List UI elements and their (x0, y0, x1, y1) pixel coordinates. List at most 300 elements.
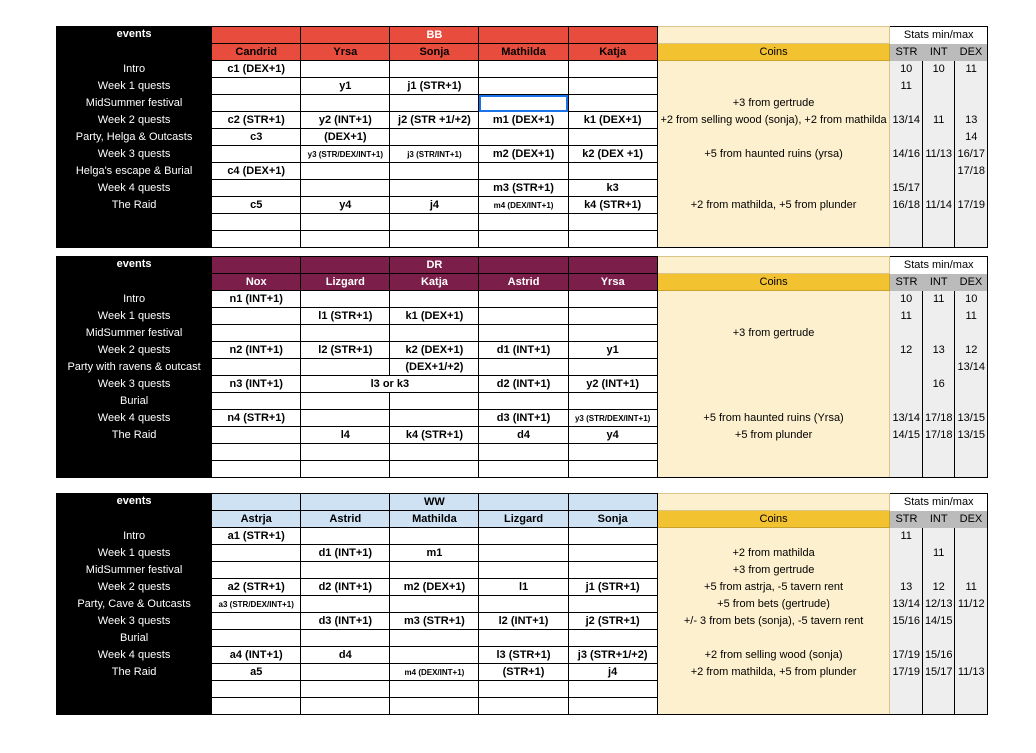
cell-mathilda[interactable]: m3 (STR+1) (479, 180, 568, 197)
stat-str[interactable] (890, 630, 923, 647)
stat-dex[interactable] (955, 214, 988, 231)
coins-cell[interactable] (657, 214, 890, 231)
stat-str[interactable]: 14/16 (890, 146, 923, 163)
player-header-candrid[interactable]: Candrid (212, 44, 301, 61)
cell-candrid[interactable] (212, 146, 301, 163)
selected-cell[interactable] (479, 95, 568, 112)
cell-astrja[interactable]: a5 (212, 664, 301, 681)
stats-col-dex[interactable]: DEX (955, 274, 988, 291)
stat-dex[interactable]: 11/12 (955, 596, 988, 613)
coins-cell[interactable] (657, 291, 890, 308)
cell-nox[interactable] (212, 308, 301, 325)
events-header[interactable]: events (57, 494, 212, 528)
coins-cell[interactable] (657, 376, 890, 393)
stat-str[interactable]: 12 (890, 342, 923, 359)
stat-dex[interactable]: 13/14 (955, 359, 988, 376)
stat-int[interactable] (922, 308, 955, 325)
cell-yrsa[interactable] (568, 325, 657, 342)
event-label[interactable]: Week 3 quests (57, 376, 212, 393)
cell-sonja[interactable] (568, 681, 657, 698)
cell-lizgard[interactable]: l3 (STR+1) (479, 647, 568, 664)
event-label[interactable] (57, 461, 212, 478)
stat-int[interactable] (922, 444, 955, 461)
cell-astrja[interactable] (212, 613, 301, 630)
event-label[interactable]: Burial (57, 630, 212, 647)
stat-str[interactable]: 13/14 (890, 596, 923, 613)
group-header-cell[interactable] (301, 27, 390, 44)
stat-dex[interactable]: 12 (955, 342, 988, 359)
cell-astrid[interactable]: d2 (INT+1) (479, 376, 568, 393)
cell-mathilda[interactable] (479, 163, 568, 180)
cell-katja[interactable]: k4 (STR+1) (390, 427, 479, 444)
stat-dex[interactable]: 14 (955, 129, 988, 146)
cell-yrsa[interactable]: y3 (STR/DEX/INT+1) (568, 410, 657, 427)
stat-int[interactable]: 11/13 (922, 146, 955, 163)
event-label[interactable]: The Raid (57, 664, 212, 681)
stat-str[interactable] (890, 698, 923, 715)
stat-str[interactable] (890, 444, 923, 461)
coins-header[interactable]: Coins (657, 511, 890, 528)
stats-header[interactable]: Stats min/max (890, 27, 988, 44)
stat-int[interactable]: 15/16 (922, 647, 955, 664)
cell-sonja[interactable]: j2 (STR +1/+2) (390, 112, 479, 129)
stat-int[interactable] (922, 180, 955, 197)
stat-dex[interactable]: 11 (955, 579, 988, 596)
event-label[interactable]: Week 4 quests (57, 410, 212, 427)
stat-int[interactable]: 13 (922, 342, 955, 359)
stat-int[interactable]: 14/15 (922, 613, 955, 630)
coins-header[interactable]: Coins (657, 274, 890, 291)
stat-int[interactable] (922, 129, 955, 146)
stat-int[interactable] (922, 231, 955, 248)
cell-katja[interactable] (390, 325, 479, 342)
cell-nox[interactable] (212, 427, 301, 444)
player-header-mathilda[interactable]: Mathilda (390, 511, 479, 528)
cell-lizgard[interactable] (301, 325, 390, 342)
event-label[interactable]: The Raid (57, 427, 212, 444)
coins-cell[interactable]: +5 from bets (gertrude) (657, 596, 890, 613)
coins-header-spacer[interactable] (657, 494, 890, 511)
cell-sonja[interactable] (390, 180, 479, 197)
stat-dex[interactable]: 13/15 (955, 427, 988, 444)
event-label[interactable]: Intro (57, 61, 212, 78)
cell-sonja[interactable] (390, 61, 479, 78)
cell-yrsa[interactable]: y1 (568, 342, 657, 359)
cell-candrid[interactable] (212, 180, 301, 197)
coins-cell[interactable] (657, 461, 890, 478)
event-label[interactable] (57, 231, 212, 248)
stat-dex[interactable]: 11 (955, 61, 988, 78)
group-header-cell[interactable] (568, 257, 657, 274)
cell-mathilda[interactable]: m2 (DEX+1) (390, 579, 479, 596)
cell-astrid[interactable]: d2 (INT+1) (301, 579, 390, 596)
stat-dex[interactable] (955, 562, 988, 579)
event-label[interactable] (57, 444, 212, 461)
cell-astrid[interactable]: d4 (301, 647, 390, 664)
coins-cell[interactable] (657, 681, 890, 698)
stat-int[interactable] (922, 630, 955, 647)
cell-sonja[interactable]: j4 (390, 197, 479, 214)
cell-mathilda[interactable] (479, 78, 568, 95)
fill-handle[interactable] (566, 109, 569, 112)
player-header-astrja[interactable]: Astrja (212, 511, 301, 528)
cell-yrsa[interactable] (568, 359, 657, 376)
stat-str[interactable]: 17/19 (890, 664, 923, 681)
coins-cell[interactable] (657, 308, 890, 325)
cell-lizgard[interactable] (301, 291, 390, 308)
cell-astrid[interactable] (479, 461, 568, 478)
coins-cell[interactable]: +5 from astrja, -5 tavern rent (657, 579, 890, 596)
cell-mathilda[interactable] (390, 528, 479, 545)
cell-astrid[interactable]: d3 (INT+1) (301, 613, 390, 630)
event-label[interactable] (57, 698, 212, 715)
cell-astrja[interactable]: a4 (INT+1) (212, 647, 301, 664)
cell-astrid[interactable] (301, 681, 390, 698)
event-label[interactable]: Party, Cave & Outcasts (57, 596, 212, 613)
cell-yrsa[interactable]: y4 (568, 427, 657, 444)
cell-lizgard[interactable] (479, 545, 568, 562)
stat-dex[interactable] (955, 180, 988, 197)
coins-cell[interactable] (657, 630, 890, 647)
stat-str[interactable] (890, 393, 923, 410)
stat-str[interactable]: 13 (890, 579, 923, 596)
cell-katja[interactable] (390, 291, 479, 308)
cell-katja[interactable]: k3 (568, 180, 657, 197)
cell-katja[interactable] (568, 78, 657, 95)
stat-str[interactable] (890, 163, 923, 180)
stat-str[interactable]: 13/14 (890, 410, 923, 427)
cell-lizgard[interactable]: l1 (479, 579, 568, 596)
stats-col-dex[interactable]: DEX (955, 44, 988, 61)
stat-int[interactable] (922, 393, 955, 410)
coins-cell[interactable]: +3 from gertrude (657, 95, 890, 112)
cell-astrid[interactable] (479, 291, 568, 308)
cell-mathilda[interactable]: m1 (390, 545, 479, 562)
stat-dex[interactable] (955, 78, 988, 95)
cell-astrja[interactable] (212, 698, 301, 715)
stat-str[interactable] (890, 681, 923, 698)
cell-mathilda[interactable] (479, 61, 568, 78)
stat-int[interactable] (922, 698, 955, 715)
cell-mathilda[interactable] (390, 681, 479, 698)
cell-astrid[interactable]: d3 (INT+1) (479, 410, 568, 427)
cell-katja[interactable] (568, 231, 657, 248)
cell-katja[interactable] (568, 163, 657, 180)
player-header-sonja[interactable]: Sonja (390, 44, 479, 61)
group-header-cell[interactable] (479, 494, 568, 511)
stat-int[interactable] (922, 163, 955, 180)
cell-candrid[interactable] (212, 78, 301, 95)
cell-astrja[interactable]: a3 (STR/DEX/INT+1) (212, 596, 301, 613)
cell-sonja[interactable] (568, 698, 657, 715)
player-header-yrsa[interactable]: Yrsa (568, 274, 657, 291)
cell-yrsa[interactable] (301, 95, 390, 112)
group-header-cell[interactable] (301, 494, 390, 511)
cell-astrja[interactable] (212, 562, 301, 579)
cell-katja[interactable] (390, 410, 479, 427)
coins-cell[interactable]: +5 from plunder (657, 427, 890, 444)
event-label[interactable]: Intro (57, 291, 212, 308)
coins-header[interactable]: Coins (657, 44, 890, 61)
cell-yrsa[interactable]: y2 (INT+1) (568, 376, 657, 393)
stat-dex[interactable]: 13 (955, 112, 988, 129)
coins-cell[interactable]: +5 from haunted ruins (yrsa) (657, 146, 890, 163)
coins-cell[interactable] (657, 231, 890, 248)
group-label[interactable]: WW (390, 494, 479, 511)
cell-nox[interactable] (212, 393, 301, 410)
cell-sonja[interactable] (568, 528, 657, 545)
cell-astrid[interactable] (479, 444, 568, 461)
stat-str[interactable] (890, 376, 923, 393)
cell-yrsa[interactable] (301, 180, 390, 197)
stat-int[interactable]: 11/14 (922, 197, 955, 214)
cell-astrid[interactable]: d1 (INT+1) (301, 545, 390, 562)
cell-yrsa[interactable]: y1 (301, 78, 390, 95)
event-label[interactable]: Week 2 quests (57, 579, 212, 596)
cell-astrid[interactable] (479, 308, 568, 325)
event-label[interactable]: Week 1 quests (57, 78, 212, 95)
coins-cell[interactable] (657, 359, 890, 376)
cell-sonja[interactable] (390, 214, 479, 231)
coins-cell[interactable] (657, 528, 890, 545)
coins-cell[interactable]: +5 from haunted ruins (Yrsa) (657, 410, 890, 427)
stat-str[interactable]: 10 (890, 291, 923, 308)
cell-katja[interactable] (568, 129, 657, 146)
cell-sonja[interactable]: j1 (STR+1) (390, 78, 479, 95)
stat-str[interactable] (890, 359, 923, 376)
stat-int[interactable] (922, 325, 955, 342)
cell-katja[interactable] (390, 393, 479, 410)
cell-katja[interactable]: k2 (DEX +1) (568, 146, 657, 163)
stat-int[interactable]: 10 (922, 61, 955, 78)
cell-astrja[interactable] (212, 545, 301, 562)
stat-str[interactable] (890, 95, 923, 112)
event-label[interactable]: Intro (57, 528, 212, 545)
coins-cell[interactable] (657, 180, 890, 197)
cell-sonja[interactable] (390, 129, 479, 146)
cell-candrid[interactable] (212, 231, 301, 248)
cell-sonja[interactable]: j1 (STR+1) (568, 579, 657, 596)
cell-astrid[interactable] (479, 325, 568, 342)
cell-yrsa[interactable] (568, 291, 657, 308)
stat-str[interactable]: 13/14 (890, 112, 923, 129)
event-label[interactable]: Party with ravens & outcast (57, 359, 212, 376)
cell-katja[interactable]: (DEX+1/+2) (390, 359, 479, 376)
cell-astrid[interactable] (301, 596, 390, 613)
event-label[interactable]: MidSummer festival (57, 562, 212, 579)
coins-cell[interactable] (657, 129, 890, 146)
stat-dex[interactable] (955, 461, 988, 478)
event-label[interactable] (57, 681, 212, 698)
cell-sonja[interactable] (568, 596, 657, 613)
cell-mathilda[interactable]: m1 (DEX+1) (479, 112, 568, 129)
player-header-astrid[interactable]: Astrid (479, 274, 568, 291)
event-label[interactable] (57, 214, 212, 231)
stat-int[interactable]: 15/17 (922, 664, 955, 681)
event-label[interactable]: MidSummer festival (57, 95, 212, 112)
stat-str[interactable]: 15/16 (890, 613, 923, 630)
coins-cell[interactable]: +2 from selling wood (sonja) (657, 647, 890, 664)
cell-yrsa[interactable]: y3 (STR/DEX/INT+1) (301, 146, 390, 163)
stat-int[interactable] (922, 359, 955, 376)
player-header-yrsa[interactable]: Yrsa (301, 44, 390, 61)
coins-cell[interactable] (657, 61, 890, 78)
coins-cell[interactable]: +2 from selling wood (sonja), +2 from mathilda (657, 112, 890, 129)
cell-sonja[interactable]: j3 (STR+1/+2) (568, 647, 657, 664)
cell-lizgard[interactable] (301, 444, 390, 461)
cell-yrsa[interactable] (568, 461, 657, 478)
stat-dex[interactable] (955, 545, 988, 562)
coins-cell[interactable]: +3 from gertrude (657, 562, 890, 579)
cell-yrsa[interactable]: y2 (INT+1) (301, 112, 390, 129)
group-header-cell[interactable] (212, 494, 301, 511)
stat-str[interactable]: 16/18 (890, 197, 923, 214)
cell-sonja[interactable] (568, 630, 657, 647)
stat-str[interactable]: 11 (890, 528, 923, 545)
cell-mathilda[interactable] (390, 630, 479, 647)
cell-candrid[interactable] (212, 95, 301, 112)
stat-dex[interactable] (955, 231, 988, 248)
stat-dex[interactable] (955, 698, 988, 715)
group-header-cell[interactable] (479, 257, 568, 274)
stat-int[interactable] (922, 461, 955, 478)
stat-str[interactable] (890, 461, 923, 478)
events-header[interactable]: events (57, 27, 212, 61)
cell-astrid[interactable] (301, 664, 390, 681)
events-header[interactable]: events (57, 257, 212, 291)
cell-katja[interactable] (568, 95, 657, 112)
cell-yrsa[interactable] (301, 214, 390, 231)
stats-col-int[interactable]: INT (922, 274, 955, 291)
cell-yrsa[interactable] (301, 163, 390, 180)
cell-mathilda[interactable]: m3 (STR+1) (390, 613, 479, 630)
stats-col-str[interactable]: STR (890, 274, 923, 291)
cell-nox[interactable] (212, 325, 301, 342)
cell-lizgard[interactable]: l1 (STR+1) (301, 308, 390, 325)
cell-lizgard[interactable]: l2 (INT+1) (479, 613, 568, 630)
cell-sonja[interactable]: j4 (568, 664, 657, 681)
event-label[interactable]: Week 3 quests (57, 146, 212, 163)
cell-mathilda[interactable] (390, 647, 479, 664)
cell-mathilda[interactable] (390, 698, 479, 715)
cell-mathilda[interactable] (479, 214, 568, 231)
cell-mathilda[interactable] (390, 596, 479, 613)
cell-candrid[interactable] (212, 214, 301, 231)
stat-dex[interactable] (955, 444, 988, 461)
cell-lizgard[interactable] (479, 562, 568, 579)
cell-astrja[interactable]: a1 (STR+1) (212, 528, 301, 545)
cell-yrsa[interactable] (301, 231, 390, 248)
cell-sonja[interactable] (568, 545, 657, 562)
cell-nox[interactable]: n4 (STR+1) (212, 410, 301, 427)
cell-astrja[interactable] (212, 630, 301, 647)
cell-katja[interactable]: k2 (DEX+1) (390, 342, 479, 359)
stat-str[interactable] (890, 129, 923, 146)
event-label[interactable]: Week 3 quests (57, 613, 212, 630)
stat-dex[interactable] (955, 325, 988, 342)
cell-lizgard[interactable]: l3 or k3 (301, 376, 479, 393)
stat-int[interactable] (922, 681, 955, 698)
stat-dex[interactable]: 11/13 (955, 664, 988, 681)
stat-dex[interactable] (955, 393, 988, 410)
cell-candrid[interactable]: c4 (DEX+1) (212, 163, 301, 180)
stat-str[interactable]: 17/19 (890, 647, 923, 664)
cell-sonja[interactable]: j2 (STR+1) (568, 613, 657, 630)
stats-header[interactable]: Stats min/max (890, 494, 988, 511)
cell-sonja[interactable] (390, 95, 479, 112)
group-header-cell[interactable] (301, 257, 390, 274)
stat-dex[interactable] (955, 613, 988, 630)
stat-str[interactable] (890, 562, 923, 579)
player-header-astrid[interactable]: Astrid (301, 511, 390, 528)
cell-lizgard[interactable] (479, 630, 568, 647)
stat-int[interactable] (922, 78, 955, 95)
stat-dex[interactable] (955, 376, 988, 393)
event-label[interactable]: The Raid (57, 197, 212, 214)
cell-nox[interactable]: n3 (INT+1) (212, 376, 301, 393)
coins-cell[interactable]: +2 from mathilda (657, 545, 890, 562)
cell-katja[interactable] (390, 461, 479, 478)
stats-header[interactable]: Stats min/max (890, 257, 988, 274)
cell-yrsa[interactable] (301, 61, 390, 78)
stat-str[interactable] (890, 325, 923, 342)
cell-mathilda[interactable]: m2 (DEX+1) (479, 146, 568, 163)
coins-cell[interactable]: +/- 3 from bets (sonja), -5 tavern rent (657, 613, 890, 630)
stat-int[interactable]: 11 (922, 112, 955, 129)
stat-int[interactable] (922, 562, 955, 579)
stats-col-str[interactable]: STR (890, 511, 923, 528)
stat-dex[interactable]: 16/17 (955, 146, 988, 163)
cell-katja[interactable] (390, 444, 479, 461)
player-header-lizgard[interactable]: Lizgard (301, 274, 390, 291)
stat-int[interactable]: 16 (922, 376, 955, 393)
stat-dex[interactable]: 11 (955, 308, 988, 325)
cell-nox[interactable]: n2 (INT+1) (212, 342, 301, 359)
cell-lizgard[interactable]: l2 (STR+1) (301, 342, 390, 359)
cell-lizgard[interactable]: l4 (301, 427, 390, 444)
stat-str[interactable] (890, 545, 923, 562)
stat-int[interactable]: 11 (922, 545, 955, 562)
group-header-cell[interactable] (479, 27, 568, 44)
coins-cell[interactable]: +2 from mathilda, +5 from plunder (657, 664, 890, 681)
stat-str[interactable] (890, 214, 923, 231)
cell-yrsa[interactable]: y4 (301, 197, 390, 214)
stat-dex[interactable] (955, 647, 988, 664)
player-header-sonja[interactable]: Sonja (568, 511, 657, 528)
stat-dex[interactable]: 13/15 (955, 410, 988, 427)
stat-int[interactable]: 11 (922, 291, 955, 308)
cell-mathilda[interactable] (390, 562, 479, 579)
cell-astrid[interactable] (301, 630, 390, 647)
cell-lizgard[interactable] (479, 596, 568, 613)
stat-str[interactable]: 14/15 (890, 427, 923, 444)
stats-col-int[interactable]: INT (922, 44, 955, 61)
cell-lizgard[interactable] (301, 410, 390, 427)
event-label[interactable]: Week 2 quests (57, 342, 212, 359)
stat-dex[interactable] (955, 95, 988, 112)
cell-astrid[interactable] (301, 562, 390, 579)
stat-int[interactable] (922, 528, 955, 545)
cell-candrid[interactable]: c3 (212, 129, 301, 146)
cell-astrid[interactable] (301, 698, 390, 715)
group-header-cell[interactable] (568, 27, 657, 44)
cell-nox[interactable] (212, 461, 301, 478)
cell-astrid[interactable] (301, 528, 390, 545)
cell-mathilda[interactable] (479, 231, 568, 248)
event-label[interactable]: Week 1 quests (57, 545, 212, 562)
player-header-katja[interactable]: Katja (568, 44, 657, 61)
coins-cell[interactable] (657, 698, 890, 715)
